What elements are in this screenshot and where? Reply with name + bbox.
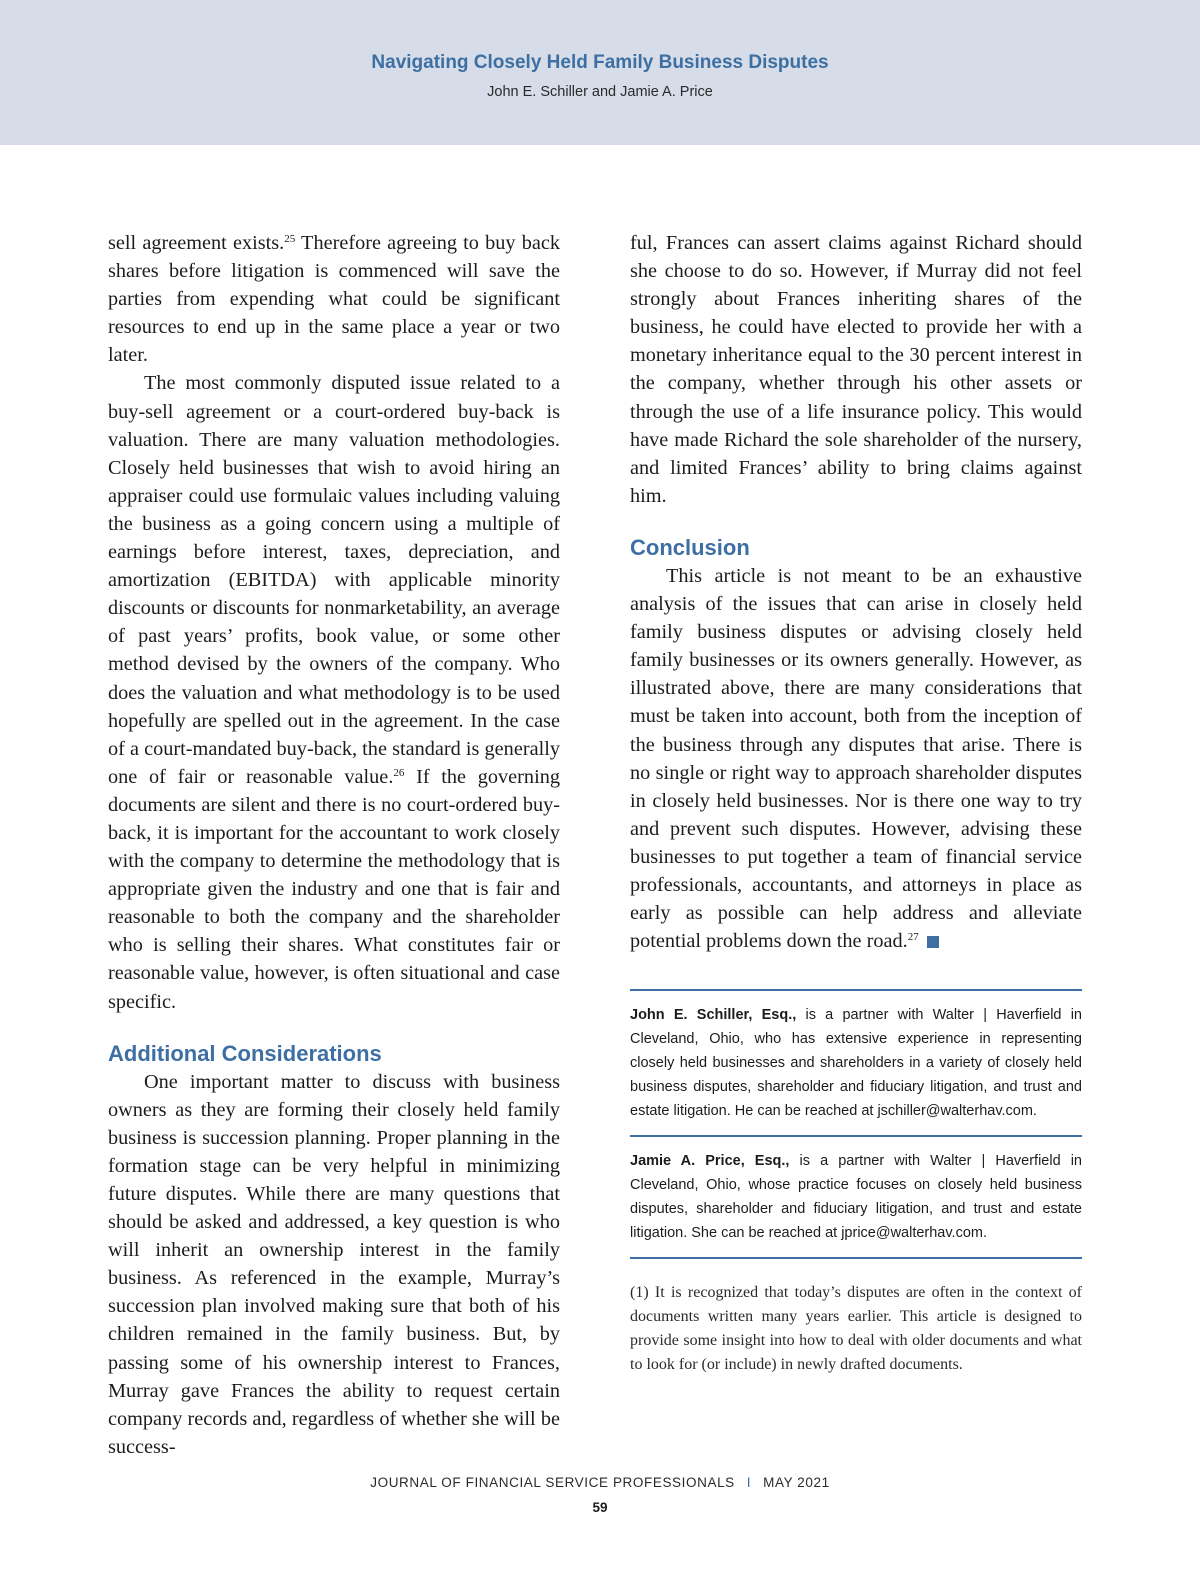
footnote-ref: 25 [284, 233, 296, 245]
end-of-article-mark-icon [927, 936, 939, 948]
body-paragraph: ful, Frances can assert claims against Richard should she choose to do so. However, if Murray did not feel strongly about Frances inheriting shares of the business, he could have elected to provide her with a monetary inheritance equal to the 30 percent interest in the company, whether through his other assets or through the use of a life insurance policy. This would have made Richard the sole shareholder of the nursery, and limited Frances’ ability to bring claims against him. [630, 232, 1082, 507]
article-title: Navigating Closely Held Family Business Disputes [371, 52, 829, 73]
body-paragraph: This article is not meant to be an exhaustive analysis of the issues that can arise in closely held family business disputes or advising closely held family businesses or its owners generally. However, as illustrated above, there are many considerations that must be taken into account, both from the inception of the business through any disputes that arise. There is no single or right way to approach shareholder disputes in closely held businesses. Nor is there one way to try and prevent such disputes. However, advising these businesses to put together a team of financial service professionals, accountants, and attorneys in place as early as possible can help address and alleviate potential problems down the road.$^{27}$ [630, 564, 1082, 953]
footer-journal-line [0, 1475, 1200, 1490]
author-bio: Jamie A. Price, Esq., is a partner with Walter | Haverfield in Cleveland, Ohio, whose practice focuses on closely held business disputes, shareholder and fiduciary litigation, and trust and estate litigation. She can be reached at jprice@walterhav.com. [630, 1153, 1082, 1242]
page-number: 59 [592, 1500, 608, 1515]
footnote-ref: 26 [393, 766, 405, 779]
footnote-ref: 27 [907, 931, 919, 944]
journal-name: JOURNAL OF FINANCIAL SERVICE PROFESSIONALS [370, 1475, 735, 1490]
issue-date: MAY 2021 [763, 1475, 830, 1490]
section-heading: Conclusion [630, 534, 750, 560]
body-paragraph: The most commonly disputed issue related to a buy-sell agreement or a court-ordered buy-back is valuation. There are many valuation methodologies. Closely held businesses that wish to avoid hiring an appraiser could use formulaic values including valuing the business as a going concern using a multiple of earnings before interest, taxes, depreciation, and amortization (EBITDA) with applicable minority discounts or discounts for nonmarketability, an average of past years’ profits, book value, or some other method devised by the owners of the company. Who does the valuation and what methodology is to be used hopefully are spelled out in the agreement. In the case of a court-mandated buy-back, the standard is generally one of fair or reasonable value.$^{26}$ If the governing documents are silent and there is no court-ordered buy-back, it is important for the accountant to work closely with the company to determine the methodology that is appropriate given the industry and one that is fair and reasonable to both the company and the shareholder who is selling their shares. What constitutes fair or reasonable value, however, is often situational and case specific. [108, 372, 560, 1013]
footnote: (1) It is recognized that today’s disputes are often in the context of documents written many years earlier. This article is designed to provide some insight into how to deal with older documents and what to look for (or include) in newly drafted documents. [630, 1284, 1082, 1374]
left-column [108, 229, 560, 1461]
section-heading: Additional Considerations [108, 1040, 382, 1066]
article-authors: John E. Schiller and Jamie A. Price [487, 84, 713, 100]
body-paragraph: One important matter to discuss with business owners as they are forming their closely held family business is succession planning. Proper planning in the formation stage can be very helpful in minimizing future disputes. While there are many questions that should be asked and addressed, a key question is who will inherit an ownership interest in the family business. As referenced in the example, Murray’s succession plan involved making sure that both of his children remained in the family business. But, by passing some of his ownership interest to Frances, Murray gave Frances the ability to request certain company records and, regardless of whether she will be success- [108, 1070, 560, 1458]
author-bio: John E. Schiller, Esq., is a partner with Walter | Haverfield in Cleveland, Ohio, who has extensive experience in representing closely held businesses and shareholders in a variety of closely held business disputes, shareholder and fiduciary litigation, and trust and estate litigation. He can be reached at jschiller@walterhav.com. [630, 1007, 1082, 1120]
body-paragraph: sell agreement exists.$^{25}$ Therefore agreeing to buy back shares before litigation is commenced will save the parties from expending what could be significant resources to end up in the same place a year or two later. [108, 232, 560, 367]
header-band [0, 0, 1200, 145]
right-column [630, 229, 1082, 1377]
footer-separator: I [746, 1475, 752, 1490]
